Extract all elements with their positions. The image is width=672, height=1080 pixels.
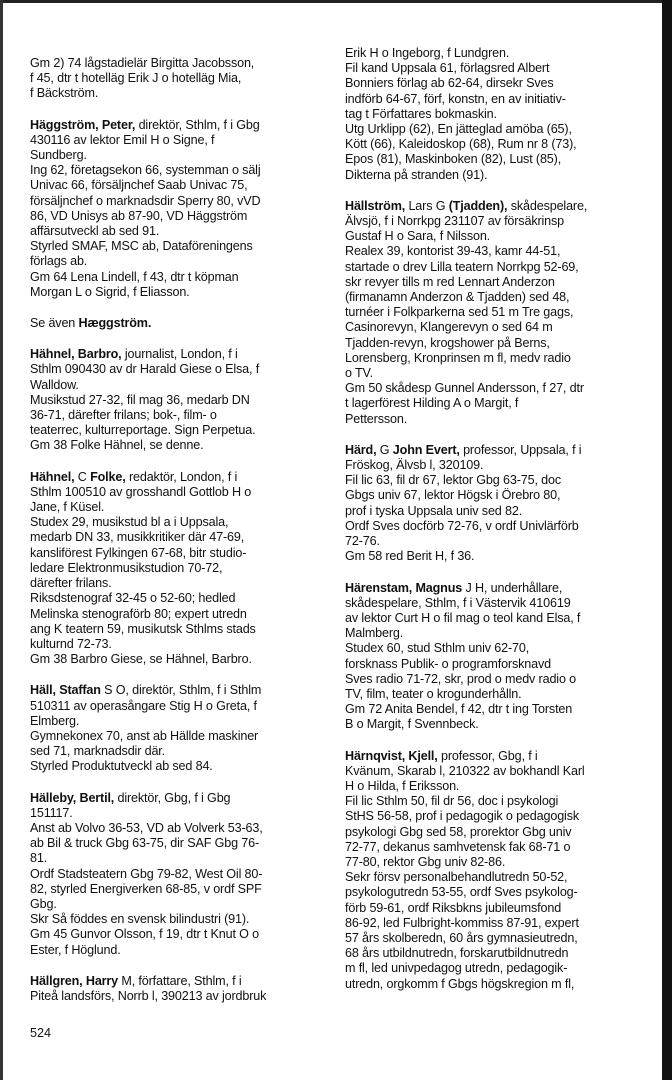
entry-line bbox=[30, 729, 330, 744]
entry-text: f Bäckström. bbox=[30, 86, 99, 101]
entry-line bbox=[345, 519, 645, 534]
entry-line bbox=[30, 270, 330, 285]
entry-text: Sthlm 090430 av dr Harald Giese o Elsa, f bbox=[30, 362, 260, 377]
entry-line bbox=[30, 974, 330, 989]
entry-text: Bonniers förlag ab 62-64, dirsekr Sves bbox=[345, 76, 554, 91]
entry-line bbox=[345, 794, 645, 809]
entry-text: Kvänum, Skarab l, 210322 av bokhandl Karl bbox=[345, 763, 585, 778]
entry-text: Se även bbox=[30, 316, 79, 331]
entry-text: 68 års utbildnutredn, forskarutbildnutredn bbox=[345, 946, 569, 961]
entry-line bbox=[345, 596, 645, 611]
entry-line bbox=[345, 214, 645, 229]
entry-headword: Hæggström. bbox=[78, 316, 152, 331]
entry-text: skådespelare, bbox=[507, 198, 588, 213]
biography-entry bbox=[30, 974, 330, 1004]
entry-line bbox=[30, 744, 330, 759]
entry-line bbox=[345, 961, 645, 976]
biography-entry bbox=[345, 199, 645, 427]
entry-line bbox=[345, 717, 645, 732]
entry-line bbox=[30, 86, 330, 101]
entry-text: G bbox=[376, 442, 393, 457]
entry-line bbox=[30, 806, 330, 821]
entry-text: Gm 2) 74 lågstadielär Birgitta Jacobsson, bbox=[30, 56, 255, 70]
entry-line bbox=[345, 244, 645, 259]
entry-text: Malmberg. bbox=[345, 626, 404, 641]
entry-line bbox=[345, 199, 645, 214]
entry-text: Gustaf H o Sara, f Nilsson. bbox=[345, 229, 491, 244]
entry-text: o TV. bbox=[345, 366, 373, 381]
entry-text: Tjadden-revyn, krogshower på Berns, bbox=[345, 335, 550, 350]
entry-line bbox=[30, 607, 330, 622]
entry-text: Sekr försv personalbehandlutredn 50-52, bbox=[345, 870, 568, 885]
entry-text: Skr Så föddes en svensk bilindustri (91). bbox=[30, 912, 250, 927]
entry-text: utredn, orgkomm f Gbgs högskregion m fl, bbox=[345, 976, 575, 991]
entry-text: 57 års skolberedn, 60 års gymnasieutredn, bbox=[345, 930, 578, 945]
entry-text: H o Hilda, f Eriksson. bbox=[345, 778, 460, 793]
entry-text: Univac 66, försäljnchef Saab Univac 75, bbox=[30, 178, 248, 193]
entry-text: 77-80, rektor Gbg univ 82-86. bbox=[345, 854, 506, 869]
entry-text: Elmberg. bbox=[30, 713, 80, 728]
entry-text: Fil kand Uppsala 61, förlagsred Albert bbox=[345, 61, 550, 76]
entry-text: Erik H o Ingeborg, f Lundgren. bbox=[345, 46, 510, 60]
entry-text: Gm 45 Gunvor Olsson, f 19, dtr t Knut O o bbox=[30, 927, 260, 942]
entry-text: Ester, f Höglund. bbox=[30, 942, 121, 957]
biography-entry bbox=[30, 470, 330, 668]
entry-line bbox=[30, 576, 330, 591]
entry-line bbox=[345, 396, 645, 411]
entry-text: sed 71, marknadsdir där. bbox=[30, 744, 166, 759]
entry-text: ang K teatern 59, musikutsk Sthlms stads bbox=[30, 621, 256, 636]
entry-text: prof i tyska Uppsala univ sed 82. bbox=[345, 503, 523, 518]
entry-line bbox=[345, 336, 645, 351]
entry-text: psykologi Gbg sed 58, prorektor Gbg univ bbox=[345, 824, 572, 839]
entry-line bbox=[30, 209, 330, 224]
entry-text: m fl, led univpedagog utredn, pedagogik- bbox=[345, 961, 568, 976]
page-right-edge bbox=[662, 0, 672, 1080]
entry-line bbox=[345, 275, 645, 290]
entry-text: 72-76. bbox=[345, 534, 380, 549]
entry-line bbox=[345, 657, 645, 672]
entry-text: Gm 64 Lena Lindell, f 43, dtr t köpman bbox=[30, 269, 239, 284]
entry-line bbox=[30, 148, 330, 163]
entry-line bbox=[345, 885, 645, 900]
entry-text: därefter frilans. bbox=[30, 576, 112, 591]
entry-line bbox=[30, 683, 330, 698]
entry-line bbox=[345, 855, 645, 870]
entry-text: Jane, f Küsel. bbox=[30, 500, 105, 515]
entry-headword: Härnqvist, Kjell, bbox=[345, 748, 438, 763]
entry-line bbox=[30, 821, 330, 836]
entry-text: försäljnchef o marknadsdir Sperry 80, vVD bbox=[30, 193, 261, 208]
entry-line bbox=[345, 122, 645, 137]
entry-text: indförb 64-67, förf, konstn, en av initiativ- bbox=[345, 91, 566, 106]
entry-line bbox=[345, 611, 645, 626]
entry-line bbox=[30, 652, 330, 667]
entry-line bbox=[345, 412, 645, 427]
entry-text: Styrled SMAF, MSC ab, Dataföreningens bbox=[30, 239, 253, 254]
entry-line bbox=[30, 500, 330, 515]
entry-line bbox=[30, 637, 330, 652]
entry-line bbox=[30, 285, 330, 300]
entry-line bbox=[30, 867, 330, 882]
entry-text: Lorensberg, Kronprinsen m fl, medv radio bbox=[345, 350, 571, 365]
entry-line bbox=[345, 290, 645, 305]
biography-entry bbox=[345, 749, 645, 992]
entry-line bbox=[30, 347, 330, 362]
entry-text: direktör, Sthlm, f i Gbg bbox=[135, 117, 260, 132]
entry-headword: Häll, Staffan bbox=[30, 683, 101, 698]
entry-text: skådespelare, Sthlm, f i Västervik 410619 bbox=[345, 595, 571, 610]
entry-line bbox=[345, 840, 645, 855]
entry-text: kansliförest Fylkingen 67-68, bitr studio- bbox=[30, 545, 247, 560]
entry-text: C bbox=[74, 469, 91, 484]
biography-entry bbox=[30, 56, 330, 102]
entry-line bbox=[30, 851, 330, 866]
biography-entry bbox=[30, 683, 330, 774]
entry-line bbox=[30, 714, 330, 729]
entry-headword: Hähnel, bbox=[30, 469, 75, 484]
entry-line bbox=[30, 362, 330, 377]
entry-text: Realex 39, kontorist 39-43, kamr 44-51, bbox=[345, 244, 561, 259]
biography-entry bbox=[30, 791, 330, 958]
entry-text: professor, Gbg, f i bbox=[437, 748, 538, 763]
right-column bbox=[345, 46, 645, 1008]
entry-line bbox=[345, 443, 645, 458]
entry-line bbox=[345, 168, 645, 183]
entry-line bbox=[30, 224, 330, 239]
entry-text: M, författare, Sthlm, f i bbox=[118, 973, 242, 988]
entry-line bbox=[345, 534, 645, 549]
entry-text: 510311 av operasångare Stig H o Greta, f bbox=[30, 698, 257, 713]
entry-line bbox=[30, 393, 330, 408]
entry-line bbox=[30, 897, 330, 912]
page-number: 524 bbox=[30, 1026, 52, 1040]
entry-line bbox=[30, 118, 330, 133]
entry-text: Studex 29, musikstud bl a i Uppsala, bbox=[30, 515, 229, 530]
entry-text: affärsutveckl ab sed 91. bbox=[30, 224, 160, 239]
entry-headword: Häggström, Peter, bbox=[30, 117, 136, 132]
entry-text: Gm 38 Folke Hähnel, se denne. bbox=[30, 438, 204, 453]
entry-text: Anst ab Volvo 36-53, VD ab Volverk 53-63, bbox=[30, 820, 263, 835]
entry-line bbox=[30, 622, 330, 637]
entry-line bbox=[345, 626, 645, 641]
entry-line bbox=[30, 791, 330, 806]
entry-text: f 45, dtr t hotelläg Erik J o hotelläg Mia, bbox=[30, 71, 242, 86]
entry-text: (firmanamn Anderzon & Tjadden) sed 48, bbox=[345, 290, 570, 305]
entry-line bbox=[30, 408, 330, 423]
entry-line bbox=[345, 320, 645, 335]
entry-text: direktör, Gbg, f i Gbg bbox=[114, 790, 231, 805]
entry-line bbox=[30, 178, 330, 193]
entry-text: förb 59-61, ordf Riksbkns jubileumsfond bbox=[345, 900, 562, 915]
entry-line bbox=[30, 133, 330, 148]
entry-line bbox=[30, 438, 330, 453]
entry-text: redaktör, London, f i bbox=[125, 469, 238, 484]
entry-text: psykologutredn 53-55, ordf Sves psykolog- bbox=[345, 885, 578, 900]
entry-text: Musikstud 27-32, fil mag 36, medarb DN bbox=[30, 392, 250, 407]
entry-line bbox=[345, 504, 645, 519]
entry-text: Sundberg. bbox=[30, 148, 87, 163]
entry-text: Epos (81), Maskinboken (82), Lust (85), bbox=[345, 152, 562, 167]
entry-line bbox=[345, 260, 645, 275]
entry-text: Morgan L o Sigrid, f Eliasson. bbox=[30, 284, 190, 299]
entry-line bbox=[30, 882, 330, 897]
entry-text: Fil lic 63, fil dr 67, lektor Gbg 63-75, doc bbox=[345, 473, 561, 488]
entry-line bbox=[345, 916, 645, 931]
entry-text: 151117. bbox=[30, 805, 73, 820]
entry-text: 82, styrled Energiverken 68-85, v ordf SPF bbox=[30, 881, 262, 896]
entry-line bbox=[345, 46, 645, 61]
entry-text: förlags ab. bbox=[30, 254, 88, 269]
entry-text: Lars G bbox=[405, 198, 449, 213]
entry-headword: (Tjadden), bbox=[448, 198, 508, 213]
entry-line bbox=[345, 687, 645, 702]
entry-line bbox=[345, 641, 645, 656]
entry-line bbox=[345, 137, 645, 152]
entry-line bbox=[30, 836, 330, 851]
entry-line bbox=[30, 194, 330, 209]
entry-text: medarb DN 33, musikkritiker där 47-69, bbox=[30, 530, 245, 545]
entry-text: Gm 72 Anita Bendel, f 42, dtr t ing Torsten bbox=[345, 702, 573, 717]
entry-text: Ing 62, företagsekon 66, systemman o sälj bbox=[30, 163, 261, 178]
entry-text: Piteå landsförs, Norrb l, 390213 av jordbruk bbox=[30, 988, 267, 1003]
entry-text: Casinorevyn, Klangerevyn o sed 64 m bbox=[345, 320, 553, 335]
entry-line bbox=[30, 699, 330, 714]
entry-line bbox=[345, 92, 645, 107]
entry-line bbox=[345, 931, 645, 946]
biography-entry bbox=[345, 46, 645, 183]
entry-line bbox=[345, 901, 645, 916]
entry-text: Älvsjö, f i Norrkpg 231107 av försäkrinsp bbox=[345, 214, 565, 229]
entry-text: teaterrec, kulturreportage. Sign Perpetua. bbox=[30, 423, 256, 438]
entry-line bbox=[345, 381, 645, 396]
entry-text: Riksdstenograf 32-45 o 52-60; hedled bbox=[30, 591, 236, 606]
entry-text: Studex 60, stud Sthlm univ 62-70, bbox=[345, 641, 530, 656]
page-left-edge bbox=[0, 0, 3, 1080]
entry-line bbox=[30, 56, 330, 71]
entry-headword: Härenstam, Magnus bbox=[345, 580, 463, 595]
entry-text: startade o drev Lilla teatern Norrkpg 52-69, bbox=[345, 259, 579, 274]
entry-line bbox=[345, 977, 645, 992]
entry-text: 430116 av lektor Emil H o Signe, f bbox=[30, 132, 215, 147]
entry-text: Styrled Produktutveckl ab sed 84. bbox=[30, 759, 213, 774]
entry-text: Dikterna på stranden (91). bbox=[345, 167, 488, 182]
entry-line bbox=[345, 458, 645, 473]
entry-line bbox=[345, 809, 645, 824]
entry-line bbox=[30, 530, 330, 545]
entry-line bbox=[30, 943, 330, 958]
entry-headword: Härd, bbox=[345, 442, 377, 457]
entry-line bbox=[30, 515, 330, 530]
entry-text: Sthlm 100510 av grosshandl Gottlob H o bbox=[30, 484, 252, 499]
entry-line bbox=[345, 351, 645, 366]
entry-text: 72-77, dekanus samhvetensk fak 68-71 o bbox=[345, 839, 571, 854]
entry-line bbox=[30, 561, 330, 576]
biography-entry bbox=[30, 316, 330, 331]
entry-text: Gbg. bbox=[30, 896, 57, 911]
entry-text: B o Margit, f Svennbeck. bbox=[345, 717, 479, 732]
entry-text: Melinska stenograförb 80; expert utredn bbox=[30, 606, 247, 621]
entry-text: 36-71, därefter frilans; bok-, film- o bbox=[30, 408, 217, 423]
entry-line bbox=[30, 163, 330, 178]
entry-line bbox=[30, 316, 330, 331]
entry-line bbox=[30, 254, 330, 269]
entry-text: tag t Författares bokmaskin. bbox=[345, 106, 497, 121]
entry-text: Ordf Sves docförb 72-76, v ordf Univlärförb bbox=[345, 518, 579, 533]
entry-text: Utg Urklipp (62), En jätteglad amöba (65), bbox=[345, 122, 572, 137]
entry-text: Gbgs univ 67, lektor Högsk i Örebro 80, bbox=[345, 488, 561, 503]
entry-line bbox=[345, 946, 645, 961]
entry-text: Kött (66), Kaleidoskop (68), Rum nr 8 (73), bbox=[345, 137, 577, 152]
entry-line bbox=[345, 749, 645, 764]
entry-text: kulturnd 72-73. bbox=[30, 636, 112, 651]
entry-line bbox=[30, 546, 330, 561]
entry-text: skr revyer tills m red Lennart Anderzon bbox=[345, 274, 555, 289]
entry-line bbox=[30, 591, 330, 606]
entry-line bbox=[345, 76, 645, 91]
entry-text: t lagerförest Hilding A o Margit, f bbox=[345, 396, 519, 411]
entry-text: 86-92, led Fulbright-kommiss 87-91, expert bbox=[345, 915, 579, 930]
entry-line bbox=[30, 759, 330, 774]
entry-text: Fil lic Sthlm 50, fil dr 56, doc i psykologi bbox=[345, 794, 559, 809]
entry-text: journalist, London, f i bbox=[121, 347, 238, 362]
entry-line bbox=[345, 152, 645, 167]
entry-text: Gm 38 Barbro Giese, se Hähnel, Barbro. bbox=[30, 652, 252, 667]
entry-text: turnéer i Folkparkerna sed 51 m Tre gags, bbox=[345, 305, 574, 320]
entry-line bbox=[345, 672, 645, 687]
entry-line bbox=[30, 470, 330, 485]
entry-text: J H, underhållare, bbox=[462, 580, 563, 595]
entry-line bbox=[30, 378, 330, 393]
biography-entry bbox=[345, 443, 645, 565]
entry-text: 86, VD Unisys ab 87-90, VD Häggström bbox=[30, 208, 248, 223]
entry-line bbox=[345, 764, 645, 779]
entry-line bbox=[30, 239, 330, 254]
entry-text: Ordf Stadsteatern Gbg 79-82, West Oil 80- bbox=[30, 866, 263, 881]
entry-headword: John Evert, bbox=[392, 442, 460, 457]
entry-text: StHS 56-58, prof i pedagogik o pedagogisk bbox=[345, 809, 579, 824]
entry-line bbox=[30, 71, 330, 86]
entry-text: Sves radio 71-72, skr, prod o medv radio o bbox=[345, 671, 577, 686]
entry-line bbox=[30, 485, 330, 500]
entry-line bbox=[345, 870, 645, 885]
entry-line bbox=[345, 825, 645, 840]
entry-headword: Hähnel, Barbro, bbox=[30, 347, 122, 362]
biography-entry bbox=[30, 347, 330, 453]
entry-line bbox=[30, 423, 330, 438]
entry-headword: Hällström, bbox=[345, 198, 406, 213]
entry-text: Gymnekonex 70, anst ab Hällde maskiner bbox=[30, 728, 259, 743]
entry-text: S O, direktör, Sthlm, f i Sthlm bbox=[100, 683, 262, 698]
entry-line bbox=[345, 488, 645, 503]
entry-text: ab Bil & truck Gbg 63-75, dir SAF Gbg 76- bbox=[30, 836, 260, 851]
entry-text: Pettersson. bbox=[345, 411, 408, 426]
entry-text: 81. bbox=[30, 851, 48, 866]
entry-line bbox=[345, 107, 645, 122]
entry-line bbox=[30, 989, 330, 1004]
entry-line bbox=[30, 927, 330, 942]
entry-line bbox=[345, 581, 645, 596]
entry-line bbox=[345, 305, 645, 320]
entry-headword: Folke, bbox=[90, 469, 126, 484]
entry-line bbox=[30, 912, 330, 927]
entry-text: forsknass Publik- o programforsknavd bbox=[345, 656, 551, 671]
entry-line bbox=[345, 61, 645, 76]
biography-entry bbox=[30, 118, 330, 300]
entry-text: ledare Elektronmusikstudion 70-72, bbox=[30, 560, 223, 575]
entry-text: Fröskog, Älvsb l, 320109. bbox=[345, 458, 484, 473]
entry-line bbox=[345, 473, 645, 488]
entry-headword: Hällgren, Harry bbox=[30, 973, 119, 988]
entry-text: Walldow. bbox=[30, 377, 79, 392]
entry-text: Gm 58 red Berit H, f 36. bbox=[345, 549, 475, 564]
biography-entry bbox=[345, 581, 645, 733]
page-top-edge bbox=[0, 0, 672, 3]
entry-line bbox=[345, 779, 645, 794]
entry-text: av lektor Curt H o fil mag o teol kand Elsa, f bbox=[345, 610, 581, 625]
entry-text: TV, film, teater o krogunderhålln. bbox=[345, 686, 522, 701]
entry-headword: Hälleby, Bertil, bbox=[30, 790, 115, 805]
entry-line bbox=[345, 229, 645, 244]
left-column bbox=[30, 56, 330, 1020]
entry-line bbox=[345, 549, 645, 564]
entry-line bbox=[345, 366, 645, 381]
entry-text: Gm 50 skådesp Gunnel Andersson, f 27, dtr bbox=[345, 381, 584, 396]
entry-text: professor, Uppsala, f i bbox=[459, 442, 582, 457]
entry-line bbox=[345, 702, 645, 717]
